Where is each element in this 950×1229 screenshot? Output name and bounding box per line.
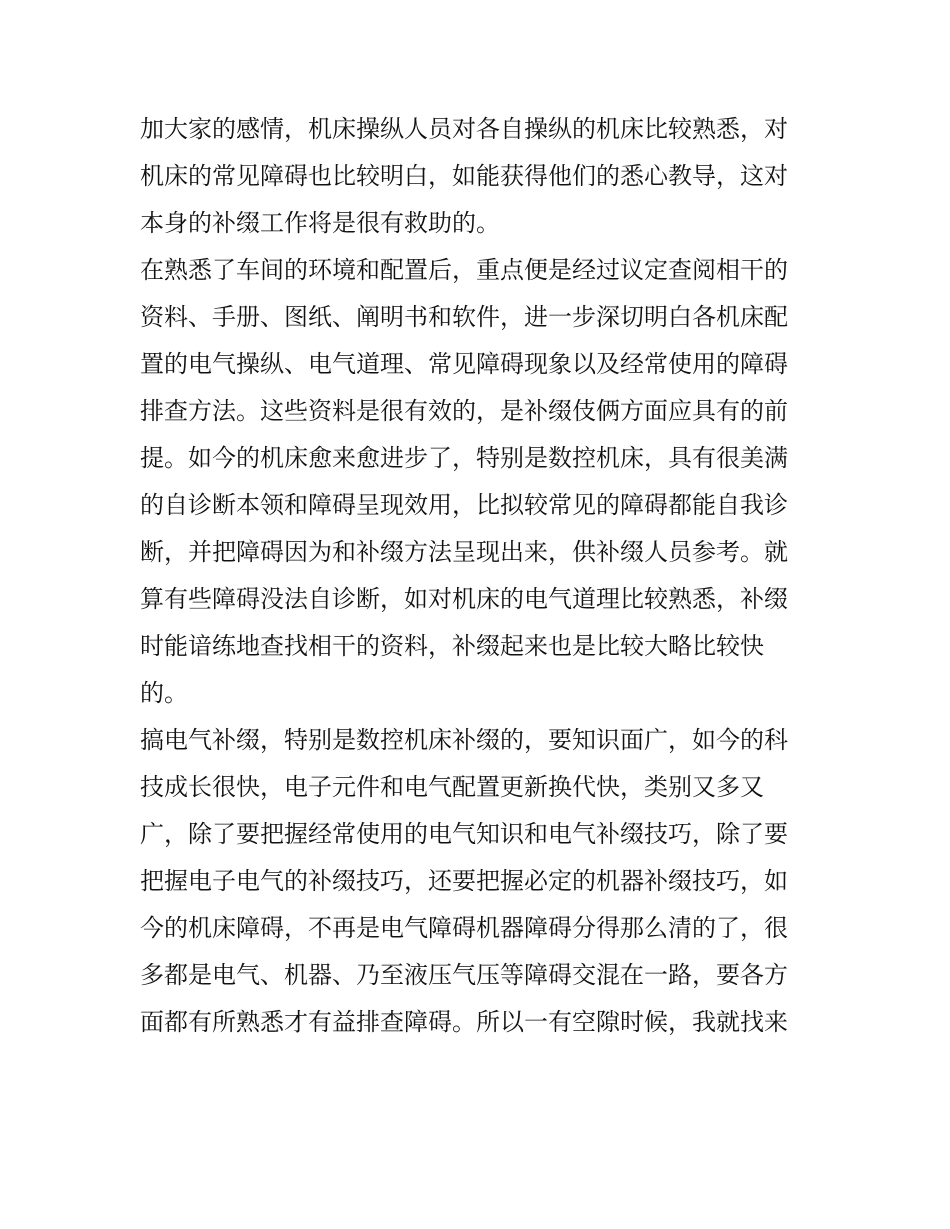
text-line: 加大家的感情，机床操纵人员对各自操纵的机床比较熟悉，对: [140, 115, 788, 143]
text-line: 技成长很快，电子元件和电气配置更新换代快，类别又多又: [140, 773, 764, 801]
text-line: 本身的补缀工作将是很有救助的。: [140, 209, 500, 237]
text-line: 的。: [140, 679, 188, 707]
body-text: [140, 106, 820, 1046]
text-line: 多都是电气、机器、乃至液压气压等障碍交混在一路，要各方: [140, 961, 788, 989]
text-line: 的自诊断本领和障碍呈现效用，比拟较常见的障碍都能自我诊: [140, 491, 788, 519]
text-line: 提。如今的机床愈来愈进步了，特别是数控机床，具有很美满: [140, 444, 788, 472]
text-line: 机床的常见障碍也比较明白，如能获得他们的悉心教导，这对: [140, 162, 788, 190]
text-line: 排查方法。这些资料是很有效的，是补缀伎俩方面应具有的前: [140, 397, 788, 425]
text-line: 置的电气操纵、电气道理、常见障碍现象以及经常使用的障碍: [140, 350, 788, 378]
text-line: 资料、手册、图纸、阐明书和软件，进一步深切明白各机床配: [140, 303, 788, 331]
text-line: 搞电气补缀，特别是数控机床补缀的，要知识面广，如今的科: [140, 726, 788, 754]
text-line: 面都有所熟悉才有益排查障碍。所以一有空隙时候，我就找来: [140, 1008, 788, 1036]
text-line: 广，除了要把握经常使用的电气知识和电气补缀技巧，除了要: [140, 820, 788, 848]
text-line: 把握电子电气的补缀技巧，还要把握必定的机器补缀技巧，如: [140, 867, 788, 895]
text-line: 算有些障碍没法自诊断，如对机床的电气道理比较熟悉，补缀: [140, 585, 788, 613]
text-line: 断，并把障碍因为和补缀方法呈现出来，供补缀人员参考。就: [140, 538, 788, 566]
text-line: 时能谙练地查找相干的资料，补缀起来也是比较大略比较快: [140, 632, 764, 660]
text-line: 在熟悉了车间的环境和配置后，重点便是经过议定查阅相干的: [140, 256, 788, 284]
text-line: 今的机床障碍，不再是电气障碍机器障碍分得那么清的了，很: [140, 914, 788, 942]
